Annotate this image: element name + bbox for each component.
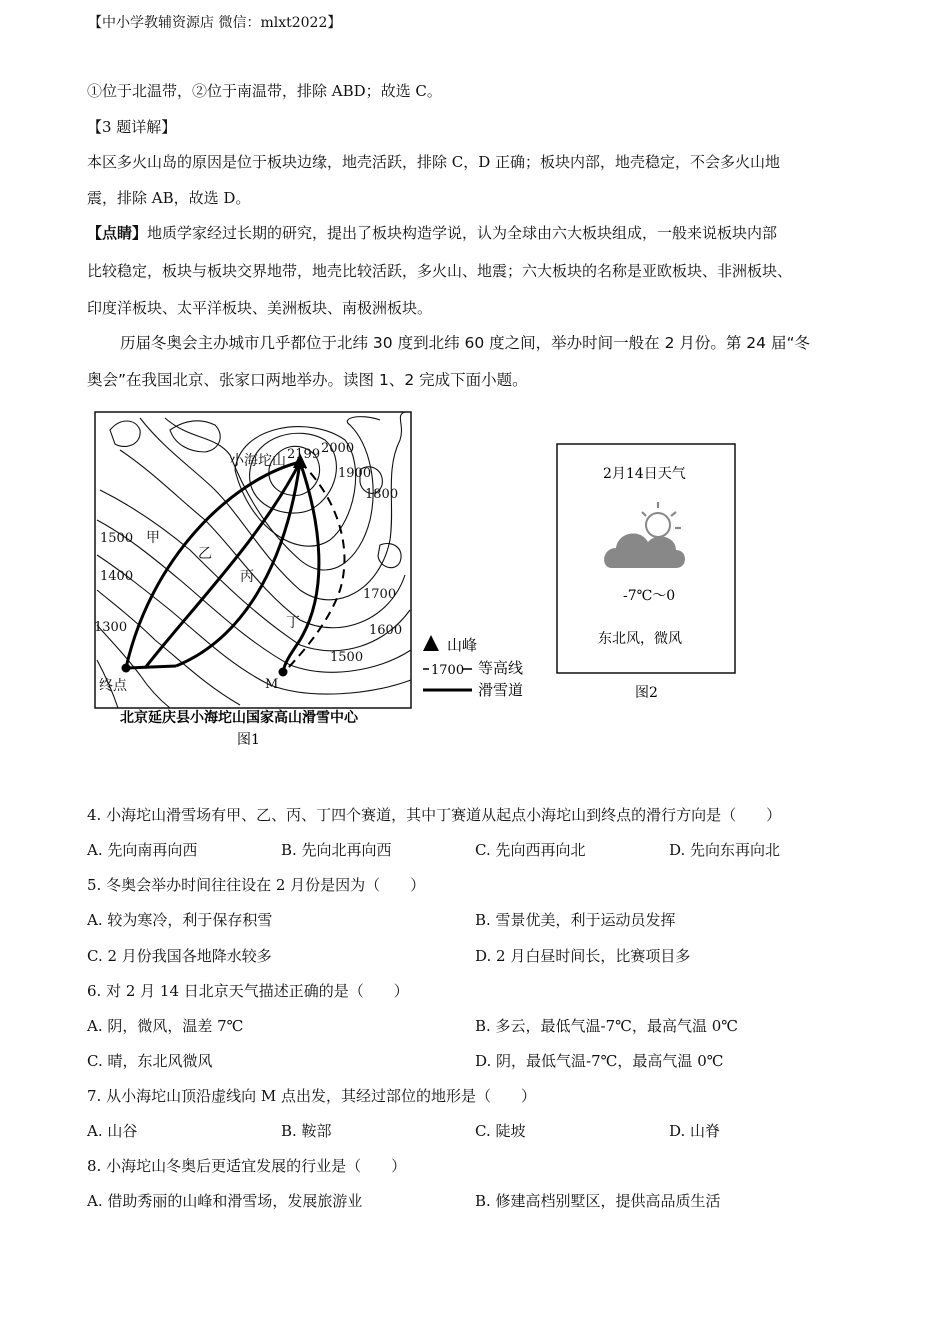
q8-stem: 8. 小海坨山冬奥后更适宜发展的行业是（ ） — [87, 1157, 407, 1175]
weather-temp: -7℃～0 — [623, 588, 676, 604]
figure-1-label: 图1 — [237, 732, 260, 748]
contour-1900-label: 1900 — [338, 466, 372, 481]
q3-explain-line2: 震，排除 AB，故选 D。 — [87, 189, 251, 207]
weather-title: 2月14日天气 — [603, 466, 686, 482]
contour-2000-label: 2000 — [321, 441, 355, 456]
q7-stem: 7. 从小海坨山顶沿虚线向 M 点出发，其经过部位的地形是（ ） — [87, 1087, 536, 1105]
q6-option-a[interactable]: A. 阴，微风，温差 7℃ — [87, 1017, 244, 1035]
legend-contour-label: 等高线 — [478, 659, 524, 677]
q7-option-d[interactable]: D. 山脊 — [669, 1122, 721, 1140]
legend-peak-label: 山峰 — [447, 636, 478, 654]
q4-option-d[interactable]: D. 先向东再向北 — [669, 841, 781, 859]
peak-elev-label: 2199 — [287, 447, 321, 462]
q8-option-b[interactable]: B. 修建高档别墅区，提供高品质生活 — [475, 1192, 721, 1210]
q4-stem: 4. 小海坨山滑雪场有甲、乙、丙、丁四个赛道，其中丁赛道从起点小海坨山到终点的滑行方向是（ ） — [87, 806, 782, 824]
page-header: 【中小学教辅资源店 微信：mlxt2022】 — [88, 15, 342, 31]
legend-trail-label: 滑雪道 — [478, 681, 524, 699]
contour-1600-label: 1600 — [369, 623, 403, 638]
peak-name-label: 小海坨山 — [230, 453, 286, 469]
route-yi-label: 乙 — [198, 546, 212, 562]
q7-option-c[interactable]: C. 陡坡 — [475, 1122, 526, 1140]
tip-label: 【点睛】 — [87, 224, 148, 242]
q8-option-a[interactable]: A. 借助秀丽的山峰和滑雪场，发展旅游业 — [87, 1192, 363, 1210]
q4-option-b[interactable]: B. 先向北再向西 — [281, 841, 392, 859]
q3-title: 【3 题详解】 — [87, 118, 177, 136]
m-point-label: M — [265, 677, 279, 692]
contour-1700-label: 1700 — [363, 587, 397, 602]
intro-line2: 奥会”在我国北京、张家口两地举办。读图 1、2 完成下面小题。 — [87, 371, 528, 389]
q4-option-c[interactable]: C. 先向西再向北 — [475, 841, 586, 859]
figure-2-label: 图2 — [635, 685, 658, 701]
contour-1300-label: 1300 — [94, 620, 128, 635]
intro-line1: 历届冬奥会主办城市几乎都位于北纬 30 度到北纬 60 度之间，举办时间一般在 2 月份。第 24 届“冬 — [120, 334, 810, 352]
route-jia-label: 甲 — [146, 530, 160, 546]
q5-option-a[interactable]: A. 较为寒冷，利于保存积雪 — [87, 911, 273, 929]
tip-text: 地质学家经过长期的研究，提出了板块构造学说，认为全球由六大板块组成，一般来说板块内部 — [147, 224, 778, 242]
q5-option-c[interactable]: C. 2 月份我国各地降水较多 — [87, 947, 272, 965]
contour-1500-label-left: 1500 — [100, 531, 134, 546]
q7-option-a[interactable]: A. 山谷 — [87, 1122, 138, 1140]
end-point-marker — [122, 664, 131, 673]
q5-stem: 5. 冬奥会举办时间往往设在 2 月份是因为（ ） — [87, 876, 426, 894]
q6-option-b[interactable]: B. 多云，最低气温-7℃，最高气温 0℃ — [475, 1017, 739, 1035]
prev-answer-line: ①位于北温带，②位于南温带，排除 ABD；故选 C。 — [87, 82, 442, 100]
contour-1400-label: 1400 — [100, 569, 134, 584]
end-point-label: 终点 — [99, 678, 127, 694]
q4-option-a[interactable]: A. 先向南再向西 — [87, 841, 198, 859]
q3-explain-line1: 本区多火山岛的原因是位于板块边缘，地壳活跃，排除 C，D 正确；板块内部，地壳稳定，不会多火山地 — [87, 153, 781, 171]
q6-option-c[interactable]: C. 晴，东北风微风 — [87, 1052, 213, 1070]
weather-wind: 东北风，微风 — [598, 631, 682, 647]
q6-stem: 6. 对 2 月 14 日北京天气描述正确的是（ ） — [87, 982, 409, 1000]
dashed-route — [288, 462, 344, 668]
q5-option-d[interactable]: D. 2 月白昼时间长，比赛项目多 — [475, 947, 691, 965]
figure-1-caption: 北京延庆县小海坨山国家高山滑雪中心 — [120, 710, 358, 726]
legend-contour-value: 1700 — [431, 663, 465, 678]
contour-1800-label: 1800 — [365, 487, 399, 502]
contour-1500-label-right: 1500 — [330, 650, 364, 665]
route-bing-label: 丙 — [240, 569, 254, 585]
tip-line2: 比较稳定，板块与板块交界地带，地壳比较活跃，多火山、地震；六大板块的名称是亚欧板块、非洲板块、 — [87, 262, 793, 280]
legend-peak-icon — [423, 635, 439, 651]
m-point-marker — [279, 668, 288, 677]
q7-option-b[interactable]: B. 鞍部 — [281, 1122, 332, 1140]
q5-option-b[interactable]: B. 雪景优美，利于运动员发挥 — [475, 911, 676, 929]
q6-option-d[interactable]: D. 阴，最低气温-7℃，最高气温 0℃ — [475, 1052, 724, 1070]
route-ding-label: 丁 — [286, 615, 300, 631]
tip-line3: 印度洋板块、太平洋板块、美洲板块、南极洲板块。 — [87, 299, 433, 317]
